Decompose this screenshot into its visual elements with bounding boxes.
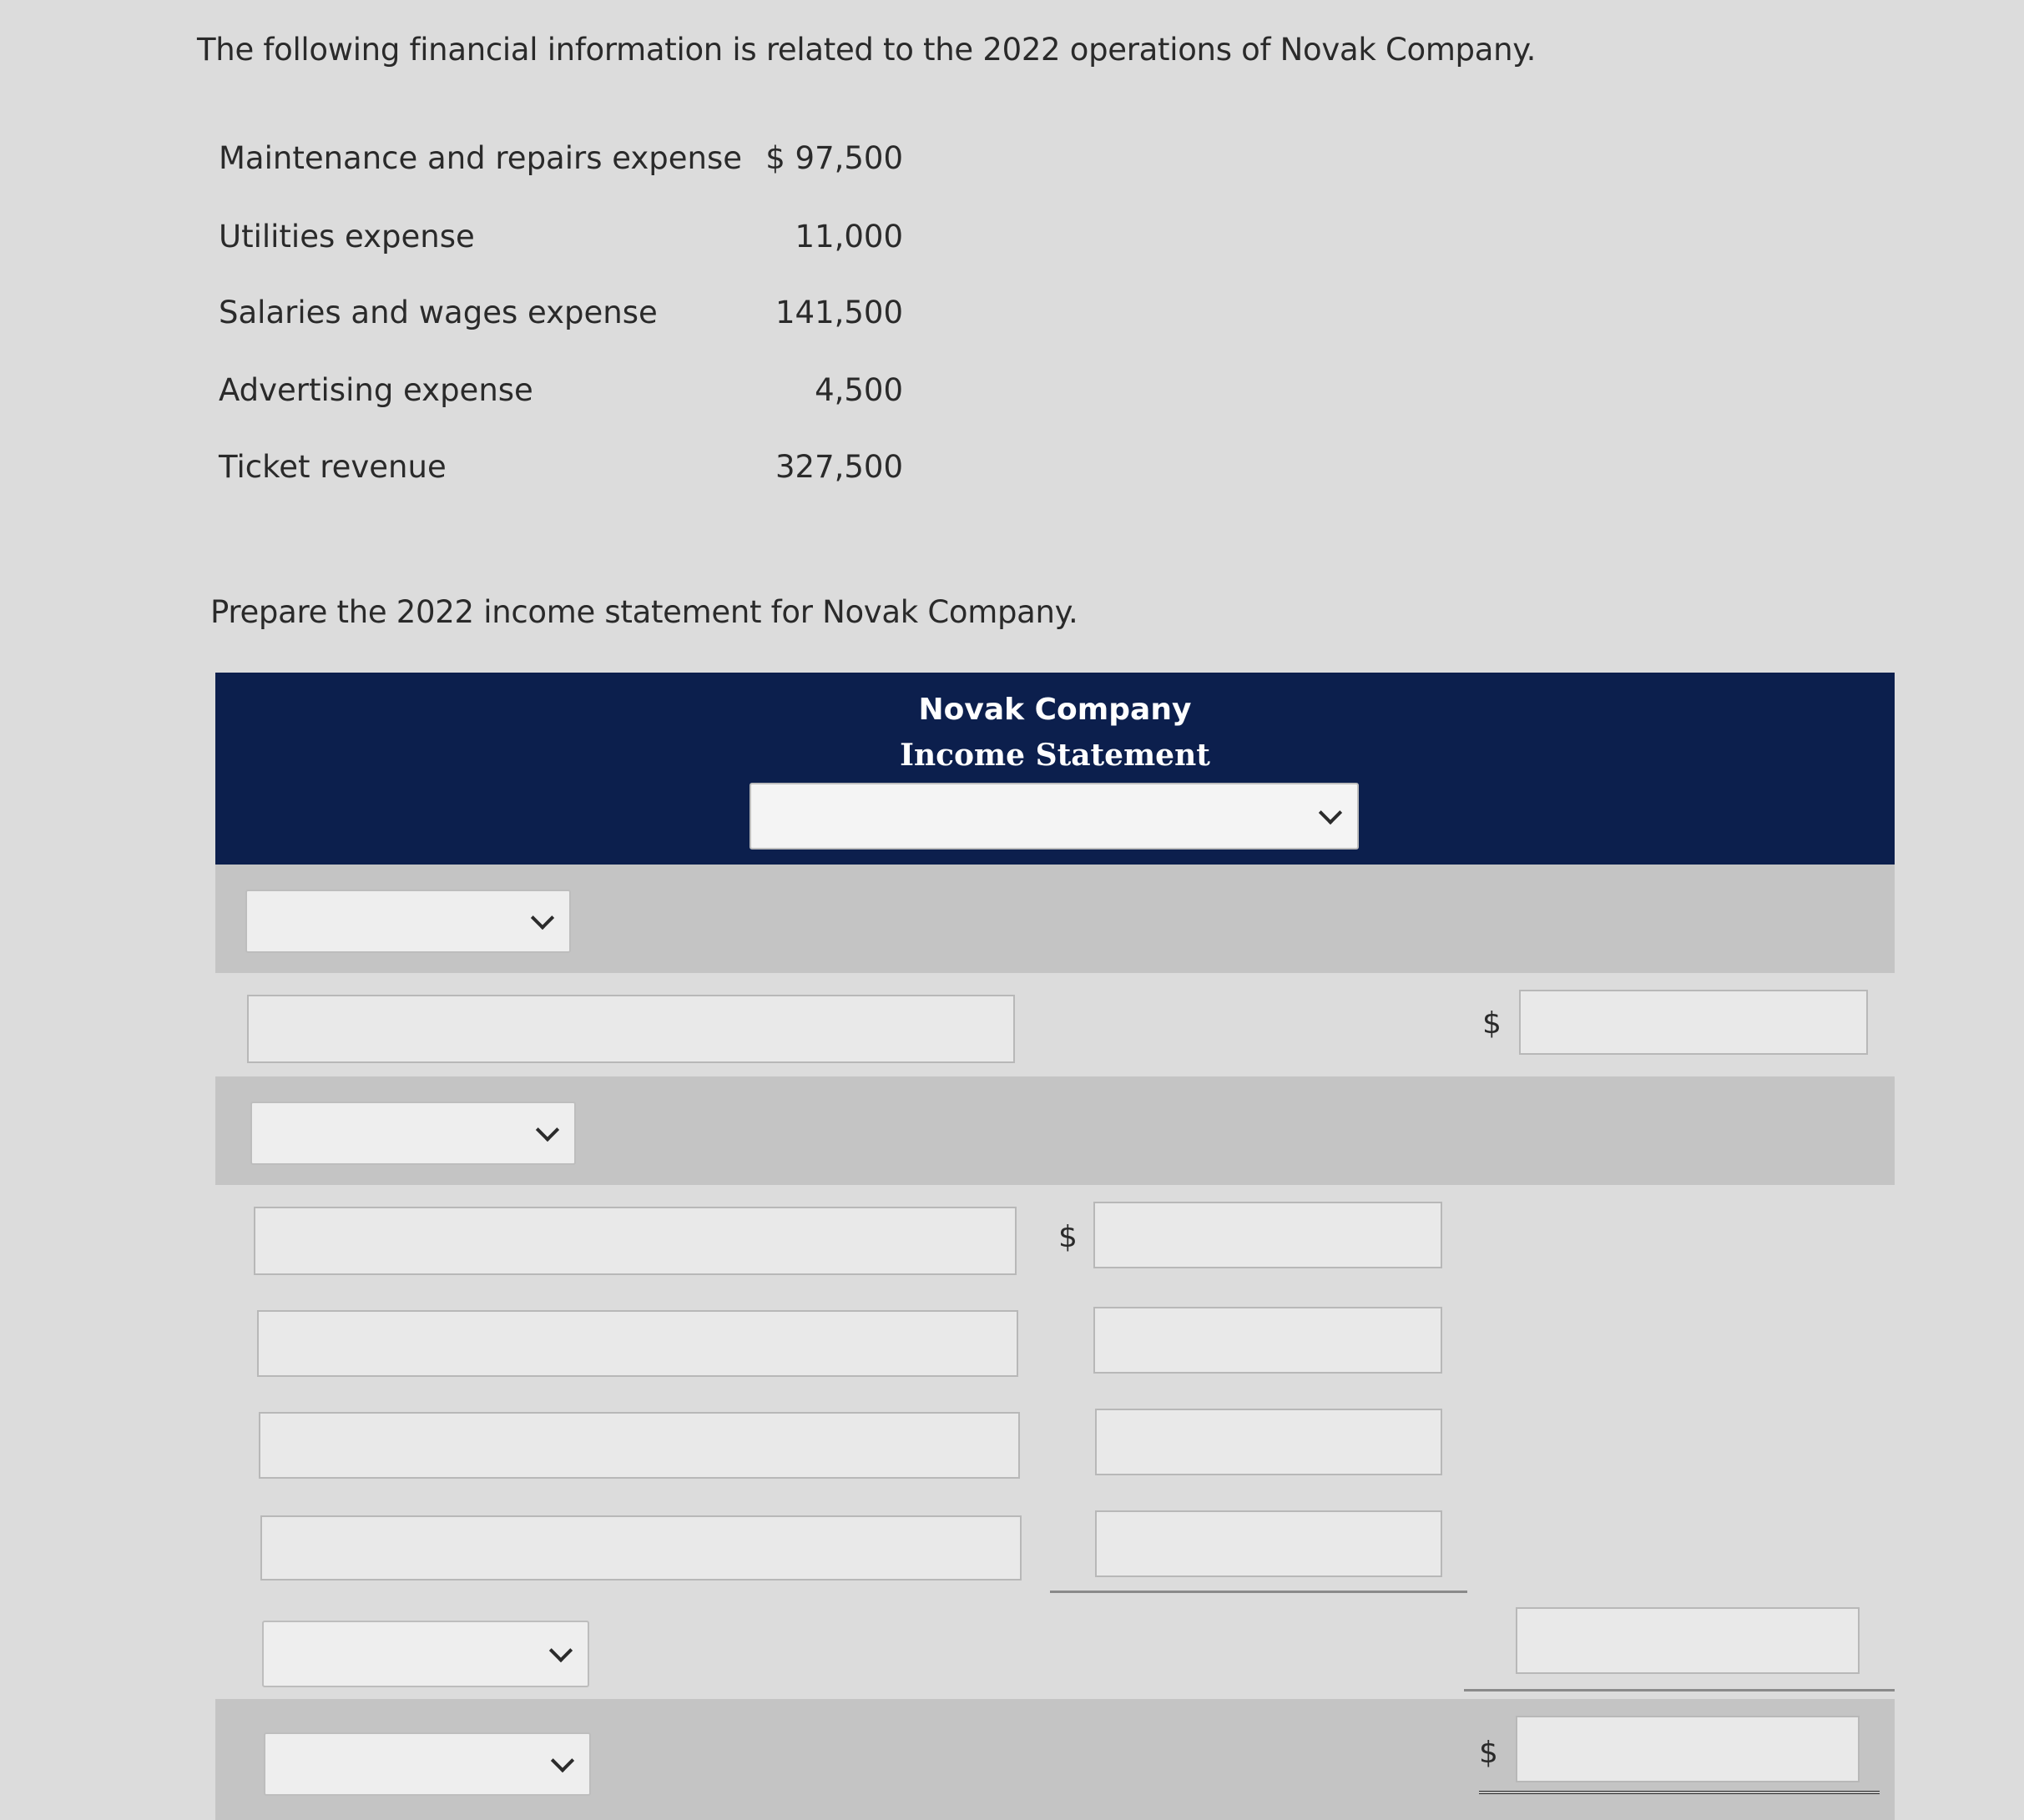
expense-amount-input[interactable] <box>1093 1202 1442 1268</box>
statement-title: Income Statement <box>900 738 1210 773</box>
instruction-text: Prepare the 2022 income statement for Novak Company. <box>210 594 1078 630</box>
financial-item-label: Salaries and wages expense <box>219 295 658 330</box>
line-item-amount-input[interactable] <box>1519 990 1868 1055</box>
section-heading-select[interactable] <box>250 1102 576 1165</box>
financial-item-label: Maintenance and repairs expense <box>219 140 743 176</box>
financial-item-value: $ 97,500 <box>765 140 903 176</box>
expense-account-input[interactable] <box>259 1412 1020 1479</box>
net-income-amount-input[interactable] <box>1516 1716 1860 1782</box>
chevron-down-icon <box>551 1749 574 1772</box>
chevron-down-icon <box>1319 801 1342 824</box>
subtotal-underline <box>1050 1591 1467 1593</box>
section-band <box>215 865 1895 973</box>
financial-item-row <box>219 372 903 422</box>
financial-item-row <box>219 295 903 345</box>
financial-item-row <box>219 219 903 269</box>
financial-item-value: 327,500 <box>775 449 903 485</box>
chevron-down-icon <box>531 906 554 930</box>
chevron-down-icon <box>549 1639 573 1662</box>
currency-symbol: $ <box>1058 1220 1078 1254</box>
period-select[interactable] <box>750 783 1359 850</box>
financial-item-value: 141,500 <box>775 295 903 330</box>
statement-header <box>215 673 1895 865</box>
total-label-select[interactable] <box>262 1621 589 1687</box>
net-income-label-select[interactable] <box>264 1732 591 1796</box>
currency-symbol: $ <box>1479 1736 1498 1770</box>
financial-item-value: 4,500 <box>815 372 903 408</box>
total-underline <box>1464 1689 1895 1691</box>
chevron-down-icon <box>536 1118 559 1142</box>
company-name: Novak Company <box>918 693 1192 727</box>
section-band <box>215 1076 1895 1185</box>
financial-item-value: 11,000 <box>795 219 903 255</box>
income-statement-worksheet <box>215 673 1895 1820</box>
section-heading-select[interactable] <box>245 890 571 953</box>
financial-item-label: Ticket revenue <box>219 449 447 485</box>
net-income-double-underline <box>1479 1791 1880 1794</box>
expense-amount-input[interactable] <box>1093 1307 1442 1374</box>
line-item-account-input[interactable] <box>247 995 1015 1063</box>
financial-item-label: Advertising expense <box>219 372 533 408</box>
financial-item-row <box>219 140 903 190</box>
problem-intro-text: The following financial information is related to the 2022 operations of Novak Company. <box>197 32 1537 68</box>
currency-symbol: $ <box>1482 1006 1502 1041</box>
total-amount-input[interactable] <box>1516 1607 1860 1674</box>
section-band <box>215 1699 1895 1820</box>
financial-item-label: Utilities expense <box>219 219 475 255</box>
expense-account-input[interactable] <box>257 1310 1018 1377</box>
financial-item-row <box>219 449 903 499</box>
expense-amount-input[interactable] <box>1095 1409 1442 1475</box>
expense-account-input[interactable] <box>254 1207 1017 1275</box>
expense-amount-input[interactable] <box>1095 1510 1442 1577</box>
expense-account-input[interactable] <box>260 1515 1022 1581</box>
